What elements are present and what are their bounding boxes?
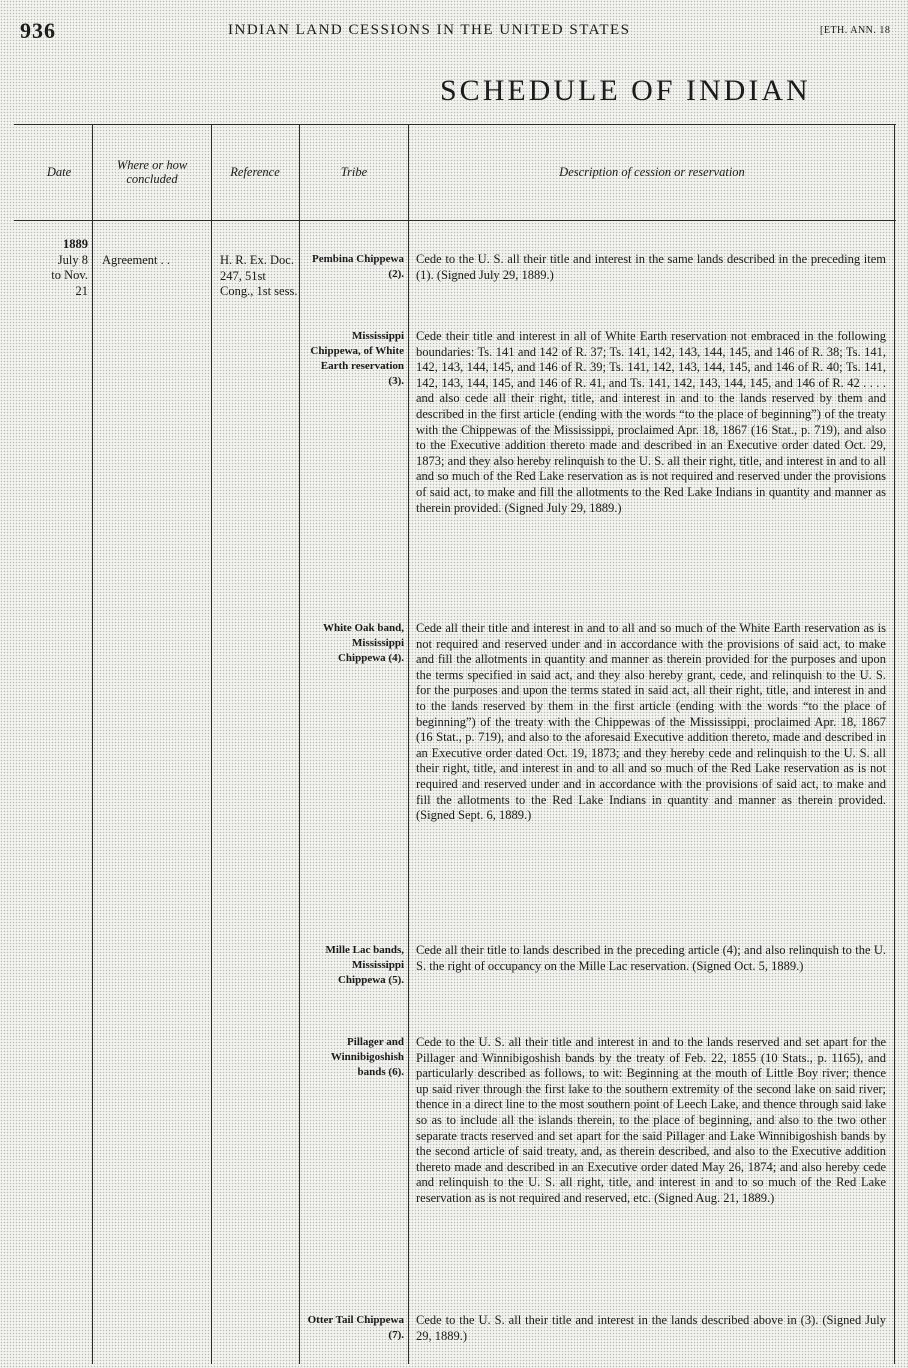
column-rule-5 [894,124,895,1364]
header-description: Description of cession or reservation [559,165,745,179]
header-date: Date [46,165,72,179]
date-cell [32,237,88,299]
running-title: INDIAN LAND CESSIONS IN THE UNITED STATES [228,22,631,38]
description-cell-4: Cede all their title and interest in and to all and so much of the White Earth reservation as is not required and reserved under and in accordance with the provisions of said act, to make and fill the allotments in quantity and manner as therein provided for the purposes and upon the terms specified in said act, and they also hereby grant, cede, and relinquish to the U. S. for the purposes and upon the terms stated in said act, all their right, title, and interest in and to the lands reserved by them in the first article (ending with the words “to the place of beginning”) of the treaty with the Chippewas of the Mississippi, proclaimed Apr. 18, 1867 (16 Stat., p. 719), and also to the aforesaid Executive addition thereto, made and described in an Executive order dated Oct. 19, 1873; and they hereby cede and relinquish to the U. S. all their right, title, and interest in and to all and so much of the Red Lake reservation as is not required and reserved under and in accordance with the provisions of said act, to make and fill the allotments to the Red Lake Indians in quantity and manner as therein provided. (Signed Sept. 6, 1889.) [416,621,886,823]
date-year: 1889 [63,237,88,251]
date-range: July 8 to Nov. 21 [51,252,88,298]
column-rule-3 [299,124,300,1364]
column-rule-1 [92,124,93,1364]
tribe-cell-7: Otter Tail Chippewa (7). [307,1314,404,1341]
where-cell: Agreement . . [102,253,171,267]
description-cell-7: Cede to the U. S. all their title and interest in the lands described above in (3). (Signed July 29, 1889.) [416,1313,886,1343]
column-rule-4 [408,124,409,1364]
tribe-cell-4: White Oak band, Mississippi Chippewa (4). [323,622,404,664]
tribe-cell-6: Pillager and Winnibigoshish bands (6). [330,1036,404,1078]
column-rule-2 [211,124,212,1364]
schedule-title: SCHEDULE OF INDIAN [440,74,811,107]
description-cell-6: Cede to the U. S. all their title and interest in and to the lands reserved and set apart for the Pillager and Winnibigoshish bands by the treaty of Feb. 22, 1855 (10 Stats., p. 1165), and particularly described as follows, to wit: Beginning at the mouth of Little Boy river; thence up said river through the first lake to the southern extremity of the second lake on said river; thence in a direct line to the most southern point of Leech Lake, and thence through said lake so as to include all the islands therein, to the place of beginning, and also to the two other separate tracts reserved and set apart for the said Pillager and Lake Winnibigoshish bands by the second article of said treaty, and, as therein described, and also to the Executive addition thereto made and described in an Executive order dated May 26, 1874; and also hereby cede and relinquish to the U. S. all right, title, and interest in and to so much of the Red Lake reservation as is not required and reserved, etc. (Signed Aug. 21, 1889.) [416,1035,886,1205]
page-number: 936 [20,18,56,43]
header-where: Where or how concluded [116,158,188,186]
tribe-cell-5: Mille Lac bands, Mississippi Chippewa (5). [325,944,404,986]
header-reference: Reference [230,165,280,179]
tribe-cell-3: Mississippi Chippewa, of White Earth reservation (3). [310,330,404,387]
header-tribe: Tribe [340,165,368,179]
tribe-cell-2: Pembina Chippewa (2). [312,253,404,280]
reference-cell: H. R. Ex. Doc. 247, 51st Cong., 1st sess. [220,253,298,298]
header-bottom-rule [14,220,896,221]
description-cell-3: Cede their title and interest in all of White Earth reservation not embraced in the following boundaries: Ts. 141 and 142 of R. 37; Ts. 141, 142, 143, 144, 145, and 146 of R. 38; Ts. 141, 142, 143, 144, 145, and 146 of R. 39; Ts. 141, 142, 143, 144, 145, and 146 of R. 40; Ts. 141, 142, 143, 144, 145, and 146 of R. 41, and Ts. 141, 142, 143, 144, 145, and 146 of R. 42 . . . . and also cede all their right, title, and interest in and to the lands reserved by them and described in the first article (ending with the words “to the place of beginning”) of the treaty with the Chippewas of the Mississippi, proclaimed Apr. 18, 1867 (16 Stat., p. 719), and also to the Executive addition thereto made and described in an Executive order dated Oct. 29, 1873; and they also hereby relinquish to the U. S. all their right, title, and interest in and to all and so much of the Red Lake reservation as is not required and reserved under the provisions of said act, to make and fill the allotments to the Red Lake Indians in quantity and manner as therein provided. (Signed July 29, 1889.) [416,329,886,515]
description-cell-5: Cede all their title to lands described in the preceding article (4); and also relinquish to the U. S. the right of occupancy on the Mille Lac reservation. (Signed Oct. 5, 1889.) [416,943,886,973]
description-cell-2: Cede to the U. S. all their title and interest in the same lands described in the preceding item (1). (Signed July 29, 1889.) [416,252,886,282]
running-head [0,18,908,44]
table-top-rule [14,124,896,125]
running-reference: [ETH. ANN. 18 [820,25,891,36]
